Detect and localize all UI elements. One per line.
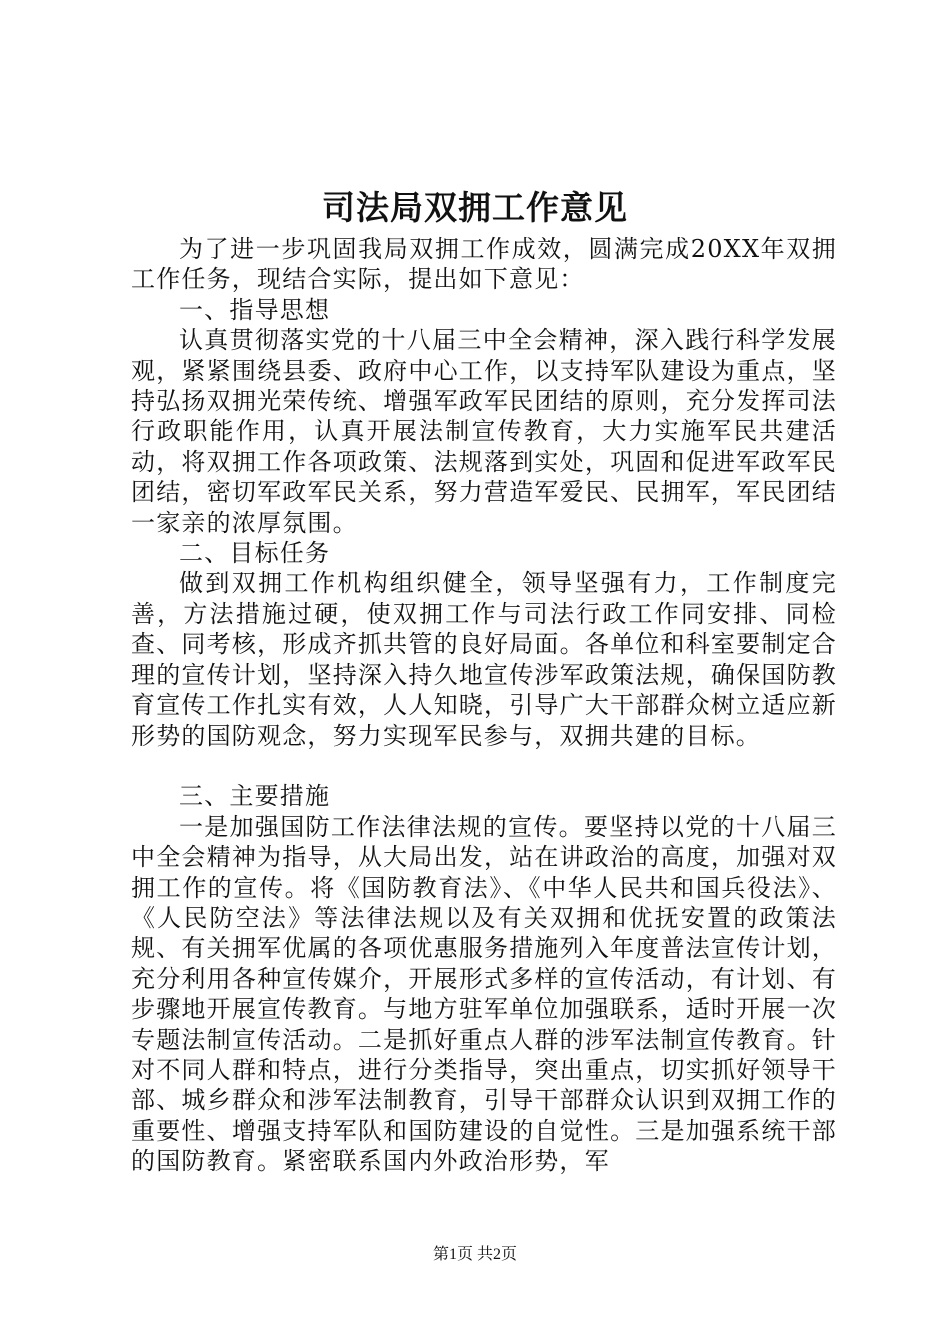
guiding-ideology-paragraph: 认真贯彻落实党的十八届三中全会精神，深入践行科学发展观，紧紧围绕县委、政府中心工作，以支持军队建设为重点，坚持弘扬双拥光荣传统、增强军政军民团结的原则，充分发挥司法行政职能作用，认真开展法制宣传教育，大力实施军民共建活动，将双拥工作各项政策、法规落到实处，巩固和促进军政军民团结，密切军政军民关系，努力营造军爱民、民拥军，军民团结一家亲的浓厚氛围。 xyxy=(131,326,837,537)
intro-paragraph: 为了进一步巩固我局双拥工作成效，圆满完成20XX年双拥工作任务，现结合实际，提出如下意见： xyxy=(131,235,837,294)
section-heading-measures: 三、主要措施 xyxy=(179,782,331,811)
measures-paragraph: 一是加强国防工作法律法规的宣传。要坚持以党的十八届三中全会精神为指导，从大局出发，站在讲政治的高度，加强对双拥工作的宣传。将《国防教育法》、《中华人民共和国兵役法》、《人民防空法》等法律法规以及有关双拥和优抚安置的政策法规、有关拥军优属的各项优惠服务措施列入年度普法宣传计划，充分利用各种宣传媒介，开展形式多样的宣传活动，有计划、有步骤地开展宣传教育。与地方驻军单位加强联系，适时开展一次专题法制宣传活动。二是抓好重点人群的涉军法制宣传教育。针对不同人群和特点，进行分类指导，突出重点，切实抓好领导干部、城乡群众和涉军法制教育，引导干部群众认识到双拥工作的重要性、增强支持军队和国防建设的自觉性。三是加强系统干部的国防教育。紧密联系国内外政治形势，军 xyxy=(131,812,837,1176)
document-body xyxy=(131,234,837,1177)
section-heading-goals: 二、目标任务 xyxy=(179,539,331,568)
goals-paragraph: 做到双拥工作机构组织健全，领导坚强有力，工作制度完善，方法措施过硬，使双拥工作与司法行政工作同安排、同检查、同考核，形成齐抓共管的良好局面。各单位和科室要制定合理的宣传计划，坚持深入持久地宣传涉军政策法规，确保国防教育宣传工作扎实有效，人人知晓，引导广大干部群众树立适应新形势的国防观念，努力实现军民参与，双拥共建的目标。 xyxy=(131,569,837,750)
page-footer: 第1页 共2页 xyxy=(432,1246,517,1263)
document-title: 司法局双拥工作意见 xyxy=(322,188,628,227)
section-heading-guiding-ideology: 一、指导思想 xyxy=(179,295,331,324)
